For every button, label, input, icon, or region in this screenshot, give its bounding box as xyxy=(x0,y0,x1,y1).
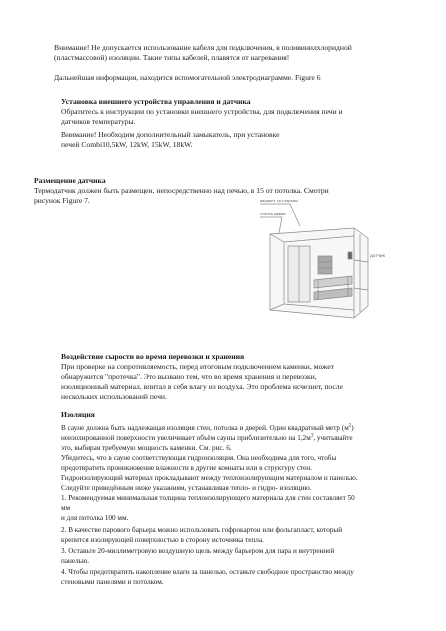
external-device-line-1: Обратитесь к инструкции по установки внешнего устройства, для подключения печи и xyxy=(61,107,343,116)
insulation-line-13: 3. Оставьте 20-миллиметровую воздушную щель между барьером для пара и внутренней xyxy=(61,547,335,555)
insulation-line-7: Следуйте приведённым ниже указаниям, устанавливая тепло- и гидро- изоляцию. xyxy=(61,484,312,492)
external-device-line-3: Внимание! Необходим дополнительный замыкатель, при установке xyxy=(61,130,280,139)
moisture-line-2: обнаружится "протечка". Это вызвано тем, что во время хранения и перевозки, xyxy=(61,372,317,381)
sensor-placement-line-1: Термодатчик должен быть размещен, непосредственно над печью, в 15 от потолка. Смотри xyxy=(34,186,329,195)
insulation-line-16: стеновыми панелями и потолком. xyxy=(61,578,164,586)
cable-warning-line-2: (пластмассовой) изоляции. Такие типы кабелей, плавятся от нагревания! xyxy=(54,53,290,62)
figure-label-top-2: стенка двери xyxy=(260,212,286,216)
sensor-placement-heading: Размещение датчика xyxy=(34,176,106,185)
insulation-line-10: и для потолка 100 мм. xyxy=(61,514,129,522)
moisture-line-1: При проверке на сопротивляемость, перед итоговым подключением каменки, может xyxy=(61,362,334,371)
external-device-line-2: датчиков температуры. xyxy=(61,117,136,126)
insulation-line-12: крепится изолирующей поверхностью в сторону источника тепла. xyxy=(61,536,264,544)
insulation-line-11: 2. В качестве парового барьера можно использовать гофрокартон или фольгапласт, который xyxy=(61,526,343,534)
moisture-line-3: изоляционный материал, впитал в себя влагу из воздуха. Это проблема исчезнет, после xyxy=(61,382,343,391)
insulation-line-8: 1. Рекомендуемая минимальная толщина теплоизолирующего материала для стен составляет 50 xyxy=(61,494,355,502)
figure-label-top-1: вариант со стороны xyxy=(260,199,298,203)
insulation-line-9: мм xyxy=(61,504,71,512)
further-info-text: Дальнейшая информация, находится вспомогательной электродиаграмме. Figure 6 xyxy=(54,73,321,82)
insulation-line-5: предотвратить проникновение влажности в другие комнаты или в структуру стен. xyxy=(61,464,312,472)
insulation-line-15: 4. Чтобы предотвратить накопление влаги за панелью, оставьте свободное пространство между xyxy=(61,568,354,576)
moisture-heading: Воздействие сырости во время перевозки и хранения xyxy=(61,352,245,361)
figure-label-side: ДАТЧИК xyxy=(370,254,386,258)
insulation-line-14: панелью. xyxy=(61,557,90,565)
insulation-line-2: неизолированной поверхности увеличивает объём сауны приблизительно на $1,2м^3$, учитывайте xyxy=(61,433,353,442)
sauna-figure xyxy=(256,198,386,326)
insulation-heading: Изоляция xyxy=(61,410,95,419)
external-device-heading: Установка внешнего устройства управления и датчика xyxy=(61,97,251,106)
cable-warning-line-1: Внимание! Не допускается использование кабеля для подключения, в поливинилхлоридной xyxy=(54,43,352,52)
insulation-line-3: это, выбирая требуемую мощность каменки. См. рис. 6. xyxy=(61,444,232,452)
sensor-placement-line-2: рисунок Figure 7. xyxy=(34,196,90,205)
insulation-line-1: В сауне должна быть надлежащая изоляция стен, потолка и дверей. Один квадратный метр $(м^2)$ xyxy=(61,423,354,432)
external-device-line-4: печей Combi10,5kW, 12kW, 15kW, 18kW. xyxy=(61,140,193,149)
insulation-line-6: Гидроизолирующий материал прокладывают между теплоизолирующим материалом и панелью. xyxy=(61,474,358,482)
insulation-line-4: Убедитесь, что в сауне соответствующая гидроизоляция. Она необходима для того, чтобы xyxy=(61,454,337,462)
moisture-line-4: нескольких использований печи. xyxy=(61,392,167,401)
sauna-cabin-drawing xyxy=(256,198,386,326)
